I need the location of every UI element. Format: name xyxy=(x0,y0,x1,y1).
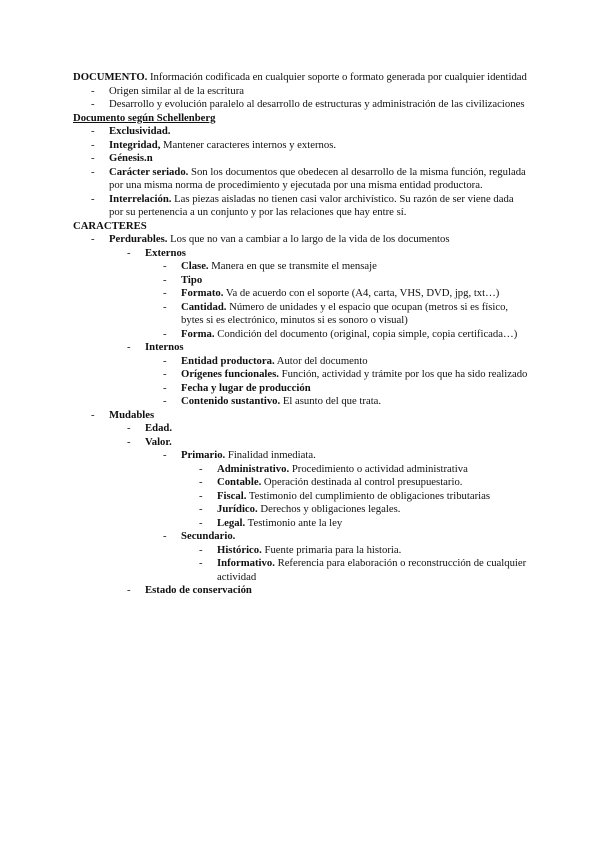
list-item-valor xyxy=(73,436,528,450)
item-text: Va de acuerdo con el soporte (A4, carta, VHS, DVD, jpg, txt…) xyxy=(223,287,500,299)
item-term: Entidad productora. xyxy=(181,354,275,367)
list-item xyxy=(73,260,528,274)
list-item-estado xyxy=(73,584,528,598)
list-item-perdurables xyxy=(73,233,528,247)
item-term: Integridad, xyxy=(109,138,161,151)
list-item xyxy=(73,355,528,369)
list-item xyxy=(73,476,528,490)
list-item xyxy=(73,274,528,288)
item-term: Edad. xyxy=(145,422,173,434)
internos-heading-list xyxy=(73,341,528,355)
list-item xyxy=(73,152,528,166)
secundario-items xyxy=(73,544,528,585)
item-text: Finalidad inmediata. xyxy=(225,449,316,461)
intro-definition: Información codificada en cualquier soporte o formato generada por cualquier identidad xyxy=(150,71,527,83)
list-item: - Desarrollo y evolución paralelo al desarrollo de estructuras y administración de las civilizaciones xyxy=(73,98,528,112)
item-term: Informativo. xyxy=(217,557,275,569)
list-item xyxy=(73,166,528,193)
list-item-primario xyxy=(73,449,528,463)
intro-term: DOCUMENTO. xyxy=(73,71,148,83)
list-item xyxy=(73,463,528,477)
list-item xyxy=(73,368,528,382)
schellenberg-list xyxy=(73,125,528,220)
externos-list xyxy=(73,260,528,341)
list-item-internos xyxy=(73,341,528,355)
list-item xyxy=(73,328,528,342)
caracteres-heading: CARACTERES xyxy=(73,219,147,232)
list-item xyxy=(73,125,528,139)
list-item xyxy=(73,557,528,584)
item-term: Perdurables. xyxy=(109,233,168,245)
item-text: Los que no van a cambiar a lo largo de la vida de los documentos xyxy=(167,233,450,245)
item-term: Orígenes funcionales. xyxy=(181,368,279,380)
list-item-secundario xyxy=(73,530,528,544)
item-text: Procedimiento o actividad administrativa xyxy=(289,462,468,475)
perdurables-sublist xyxy=(73,247,528,261)
item-term: Valor. xyxy=(145,435,172,448)
list-item xyxy=(73,395,528,409)
item-text: Testimonio del cumplimiento de obligaciones tributarias xyxy=(246,489,491,502)
item-text: Mantener caracteres internos y externos. xyxy=(160,138,337,151)
item-text: Número de unidades y el espacio que ocupan (metros si es físico, bytes si es electrónico, minutos si es sonoro o visual) xyxy=(181,300,509,326)
item-text: Testimonio ante la ley xyxy=(245,516,343,529)
intro-points xyxy=(73,85,528,112)
item-term: Interrelación. xyxy=(109,192,172,205)
item-term: Contenido sustantivo. xyxy=(181,395,281,407)
item-term: Carácter seriado. xyxy=(109,165,189,178)
valor-primario-list xyxy=(73,449,528,463)
item-text: Función, actividad y trámite por los que ha sido realizado xyxy=(278,368,528,380)
item-text: Referencia para elaboración o reconstrucción de cualquier actividad xyxy=(217,557,527,583)
item-term: Fecha y lugar de producción xyxy=(181,381,311,394)
item-term: Forma. xyxy=(181,327,215,340)
valor-secundario-list xyxy=(73,530,528,544)
list-item xyxy=(73,503,528,517)
item-term: Mudables xyxy=(109,408,155,421)
item-term: Exclusividad. xyxy=(109,125,171,137)
mudables-list xyxy=(73,409,528,423)
item-text: El asunto del que trata. xyxy=(280,395,382,407)
list-item-edad xyxy=(73,422,528,436)
intro-paragraph xyxy=(73,71,528,85)
item-text: Operación destinada al control presupuestario. xyxy=(261,476,463,488)
primario-items xyxy=(73,463,528,531)
item-text: Las piezas aisladas no tienen casi valor archivístico. Su razón de ser viene dada por su pertenencia a un conjunto y por las relaciones que hay entre sí. xyxy=(109,192,514,218)
item-term: Fiscal. xyxy=(217,489,247,502)
item-term: Administrativo. xyxy=(217,462,290,475)
item-term: Secundario. xyxy=(181,530,236,542)
list-item-mudables xyxy=(73,409,528,423)
item-term: Tipo xyxy=(181,273,203,286)
item-text: Manera en que se transmite el mensaje xyxy=(208,260,377,272)
list-item xyxy=(73,193,528,220)
item-term: Contable. xyxy=(217,476,262,488)
list-item xyxy=(73,287,528,301)
internos-list xyxy=(73,355,528,409)
list-item xyxy=(73,517,528,531)
list-item xyxy=(73,544,528,558)
item-term: Internos xyxy=(145,341,184,353)
list-item xyxy=(73,490,528,504)
item-term: Primario. xyxy=(181,449,226,461)
item-text: Autor del documento xyxy=(274,354,368,367)
item-term: Legal. xyxy=(217,516,246,529)
item-term: Formato. xyxy=(181,287,224,299)
item-text: Fuente primaria para la historia. xyxy=(261,543,402,556)
list-item: - Origen similar al de la escritura xyxy=(73,85,528,99)
list-item-externos xyxy=(73,247,528,261)
item-term: Externos xyxy=(145,246,186,259)
item-term: Génesis.n xyxy=(109,152,153,164)
list-item xyxy=(73,382,528,396)
item-term: Cantidad. xyxy=(181,300,227,313)
estado-list xyxy=(73,584,528,598)
list-item xyxy=(73,301,528,328)
item-term: Histórico. xyxy=(217,543,262,556)
caracteres-list xyxy=(73,233,528,247)
item-text: Condición del documento (original, copia simple, copia certificada…) xyxy=(214,327,518,340)
mudables-sublist xyxy=(73,422,528,449)
item-term: Jurídico. xyxy=(217,503,258,515)
item-text: Son los documentos que obedecen al desarrollo de la misma función, regulada por una misma norma de procedimiento y ejecutada por una misma entidad productora. xyxy=(109,165,526,191)
schellenberg-heading: Documento según Schellenberg xyxy=(73,111,216,124)
item-term: Clase. xyxy=(181,260,209,272)
item-text: Derechos y obligaciones legales. xyxy=(257,503,401,515)
document-page xyxy=(73,71,528,598)
list-item xyxy=(73,139,528,153)
item-term: Estado de conservación xyxy=(145,584,252,596)
